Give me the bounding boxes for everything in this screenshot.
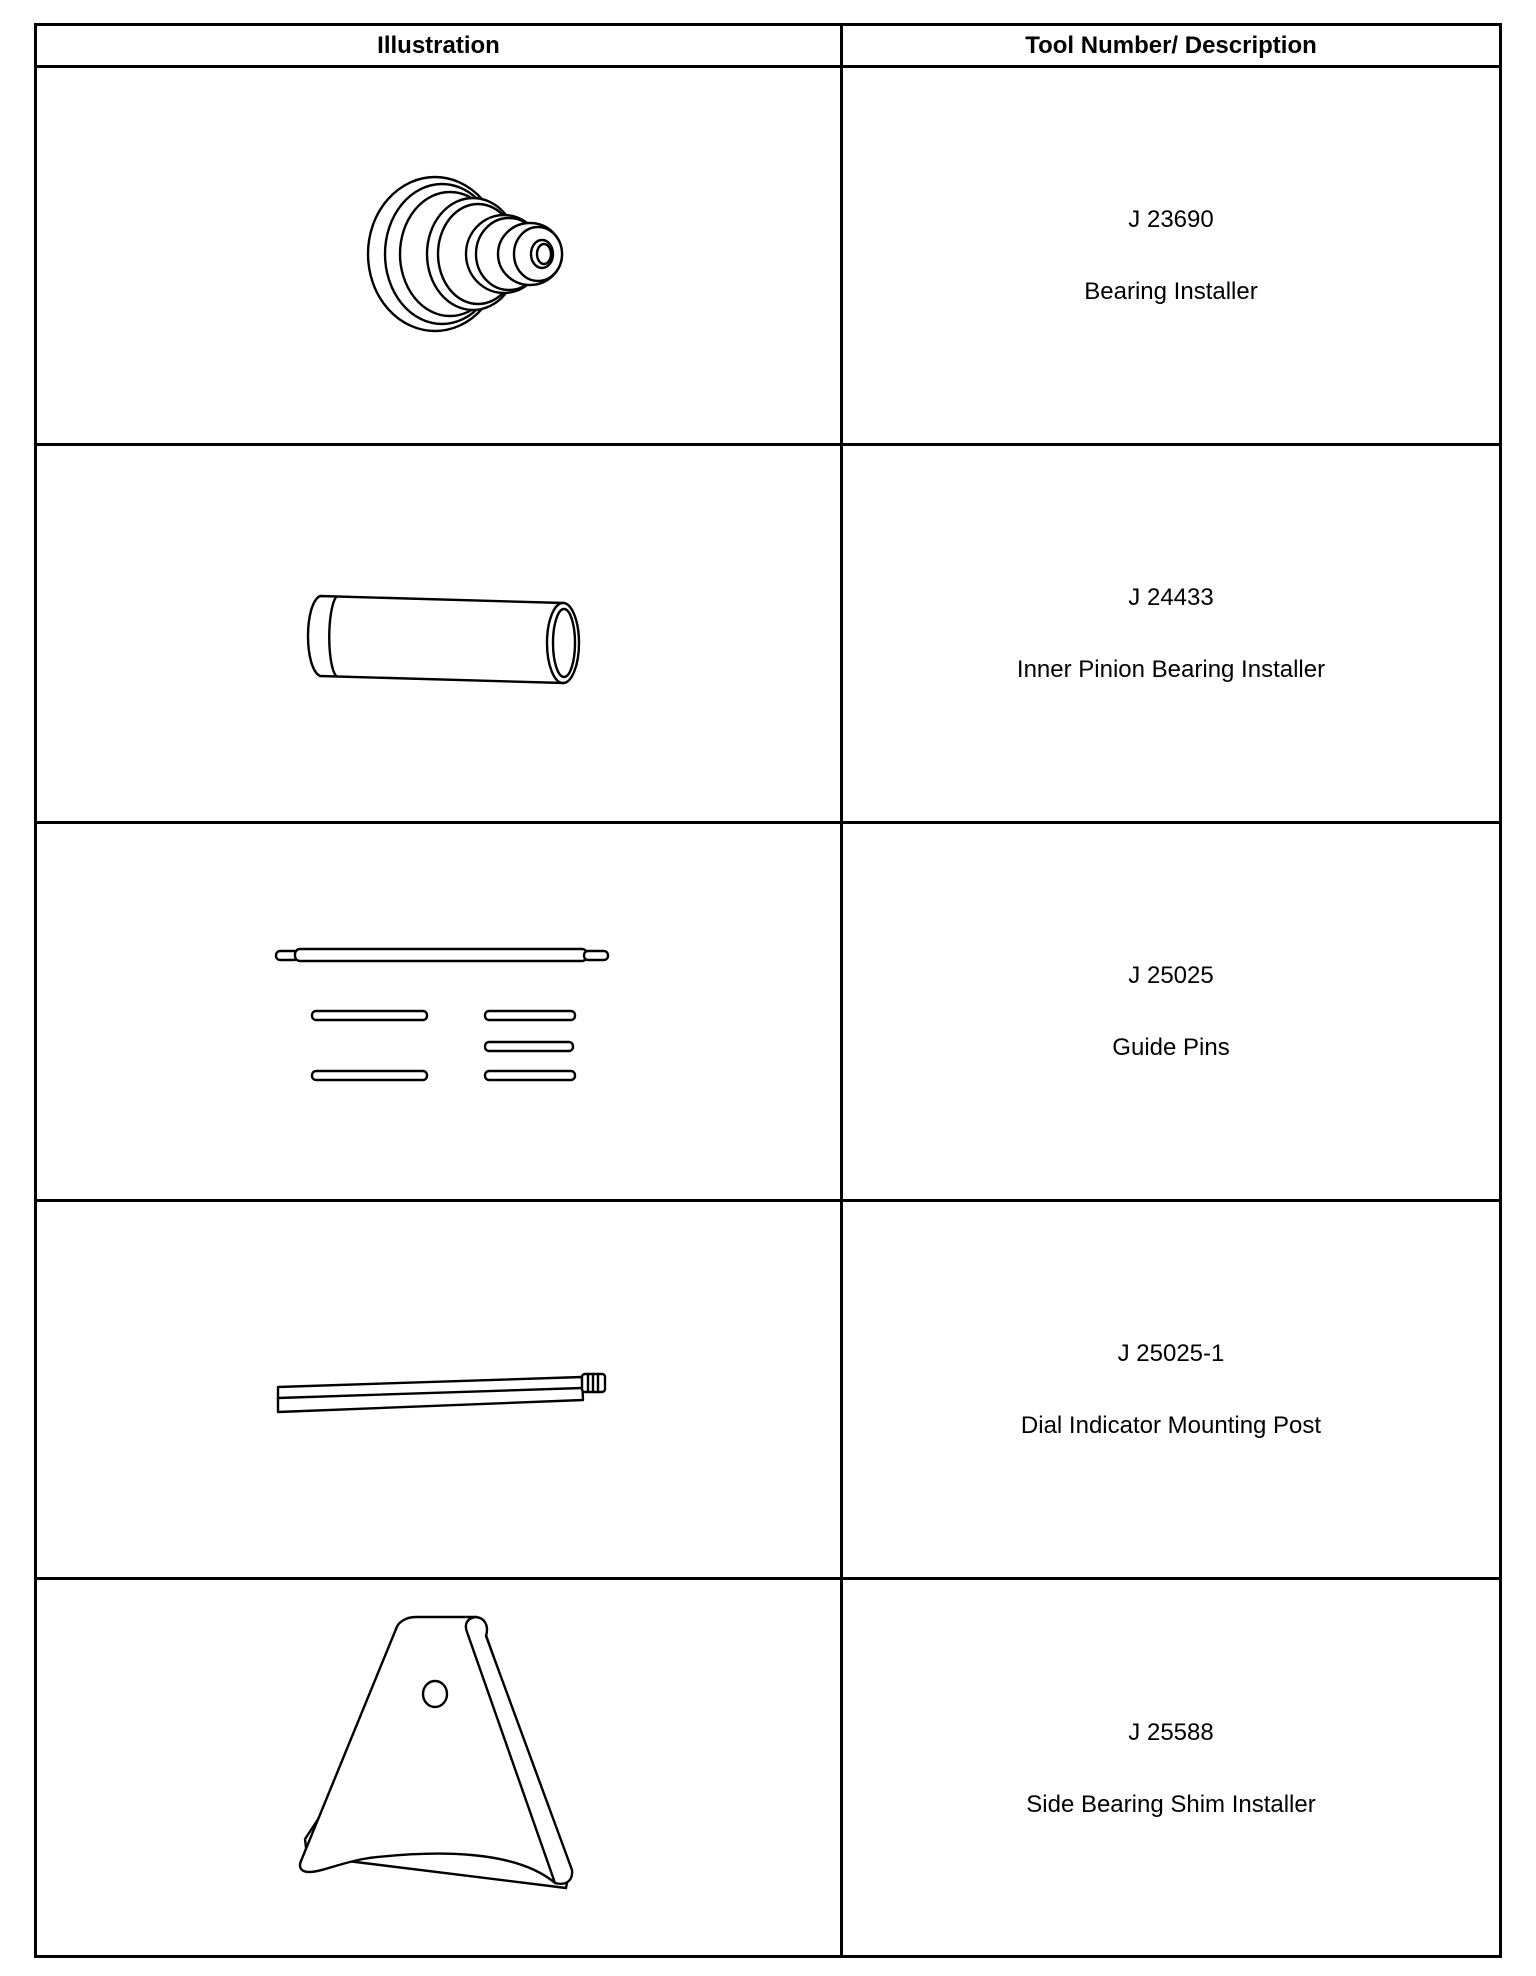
illustration-cell [37, 68, 843, 443]
illustration-cell [37, 1202, 843, 1577]
tool-number: J 24433 [1128, 583, 1214, 611]
tool-number: J 23690 [1128, 205, 1214, 233]
illustration-column-header: Illustration [37, 26, 843, 65]
tool-description: Bearing Installer [1084, 277, 1258, 305]
description-column-header: Tool Number/ Description [1025, 31, 1317, 59]
table-row [37, 1580, 1499, 1958]
description-cell [843, 446, 1499, 821]
table-row [37, 824, 1499, 1202]
inner-pinion-bearing-installer-icon [37, 446, 843, 824]
tool-description: Dial Indicator Mounting Post [1020, 1411, 1322, 1439]
description-cell [843, 1202, 1499, 1577]
tool-description: Guide Pins [1112, 1033, 1230, 1061]
dial-indicator-mounting-post-icon [37, 1202, 843, 1580]
description-cell [843, 824, 1499, 1199]
side-bearing-shim-installer-icon [37, 1580, 843, 1958]
tool-number: J 25025-1 [1117, 1339, 1225, 1367]
guide-pins-icon [37, 824, 843, 1202]
tool-description: Inner Pinion Bearing Installer [1016, 655, 1326, 683]
bearing-installer-icon [37, 68, 843, 446]
description-cell [843, 68, 1499, 443]
table-row [37, 446, 1499, 824]
table-header-row [37, 26, 1499, 68]
tool-description: Side Bearing Shim Installer [1026, 1791, 1316, 1818]
illustration-cell [37, 1580, 843, 1958]
table-row [37, 1202, 1499, 1580]
table-row [37, 68, 1499, 446]
special-tools-table [34, 23, 1502, 1958]
illustration-cell [37, 824, 843, 1199]
illustration-cell [37, 446, 843, 821]
tool-number: J 25588 [1128, 1719, 1214, 1746]
tool-number: J 25025 [1128, 961, 1214, 989]
description-cell [843, 1580, 1499, 1958]
